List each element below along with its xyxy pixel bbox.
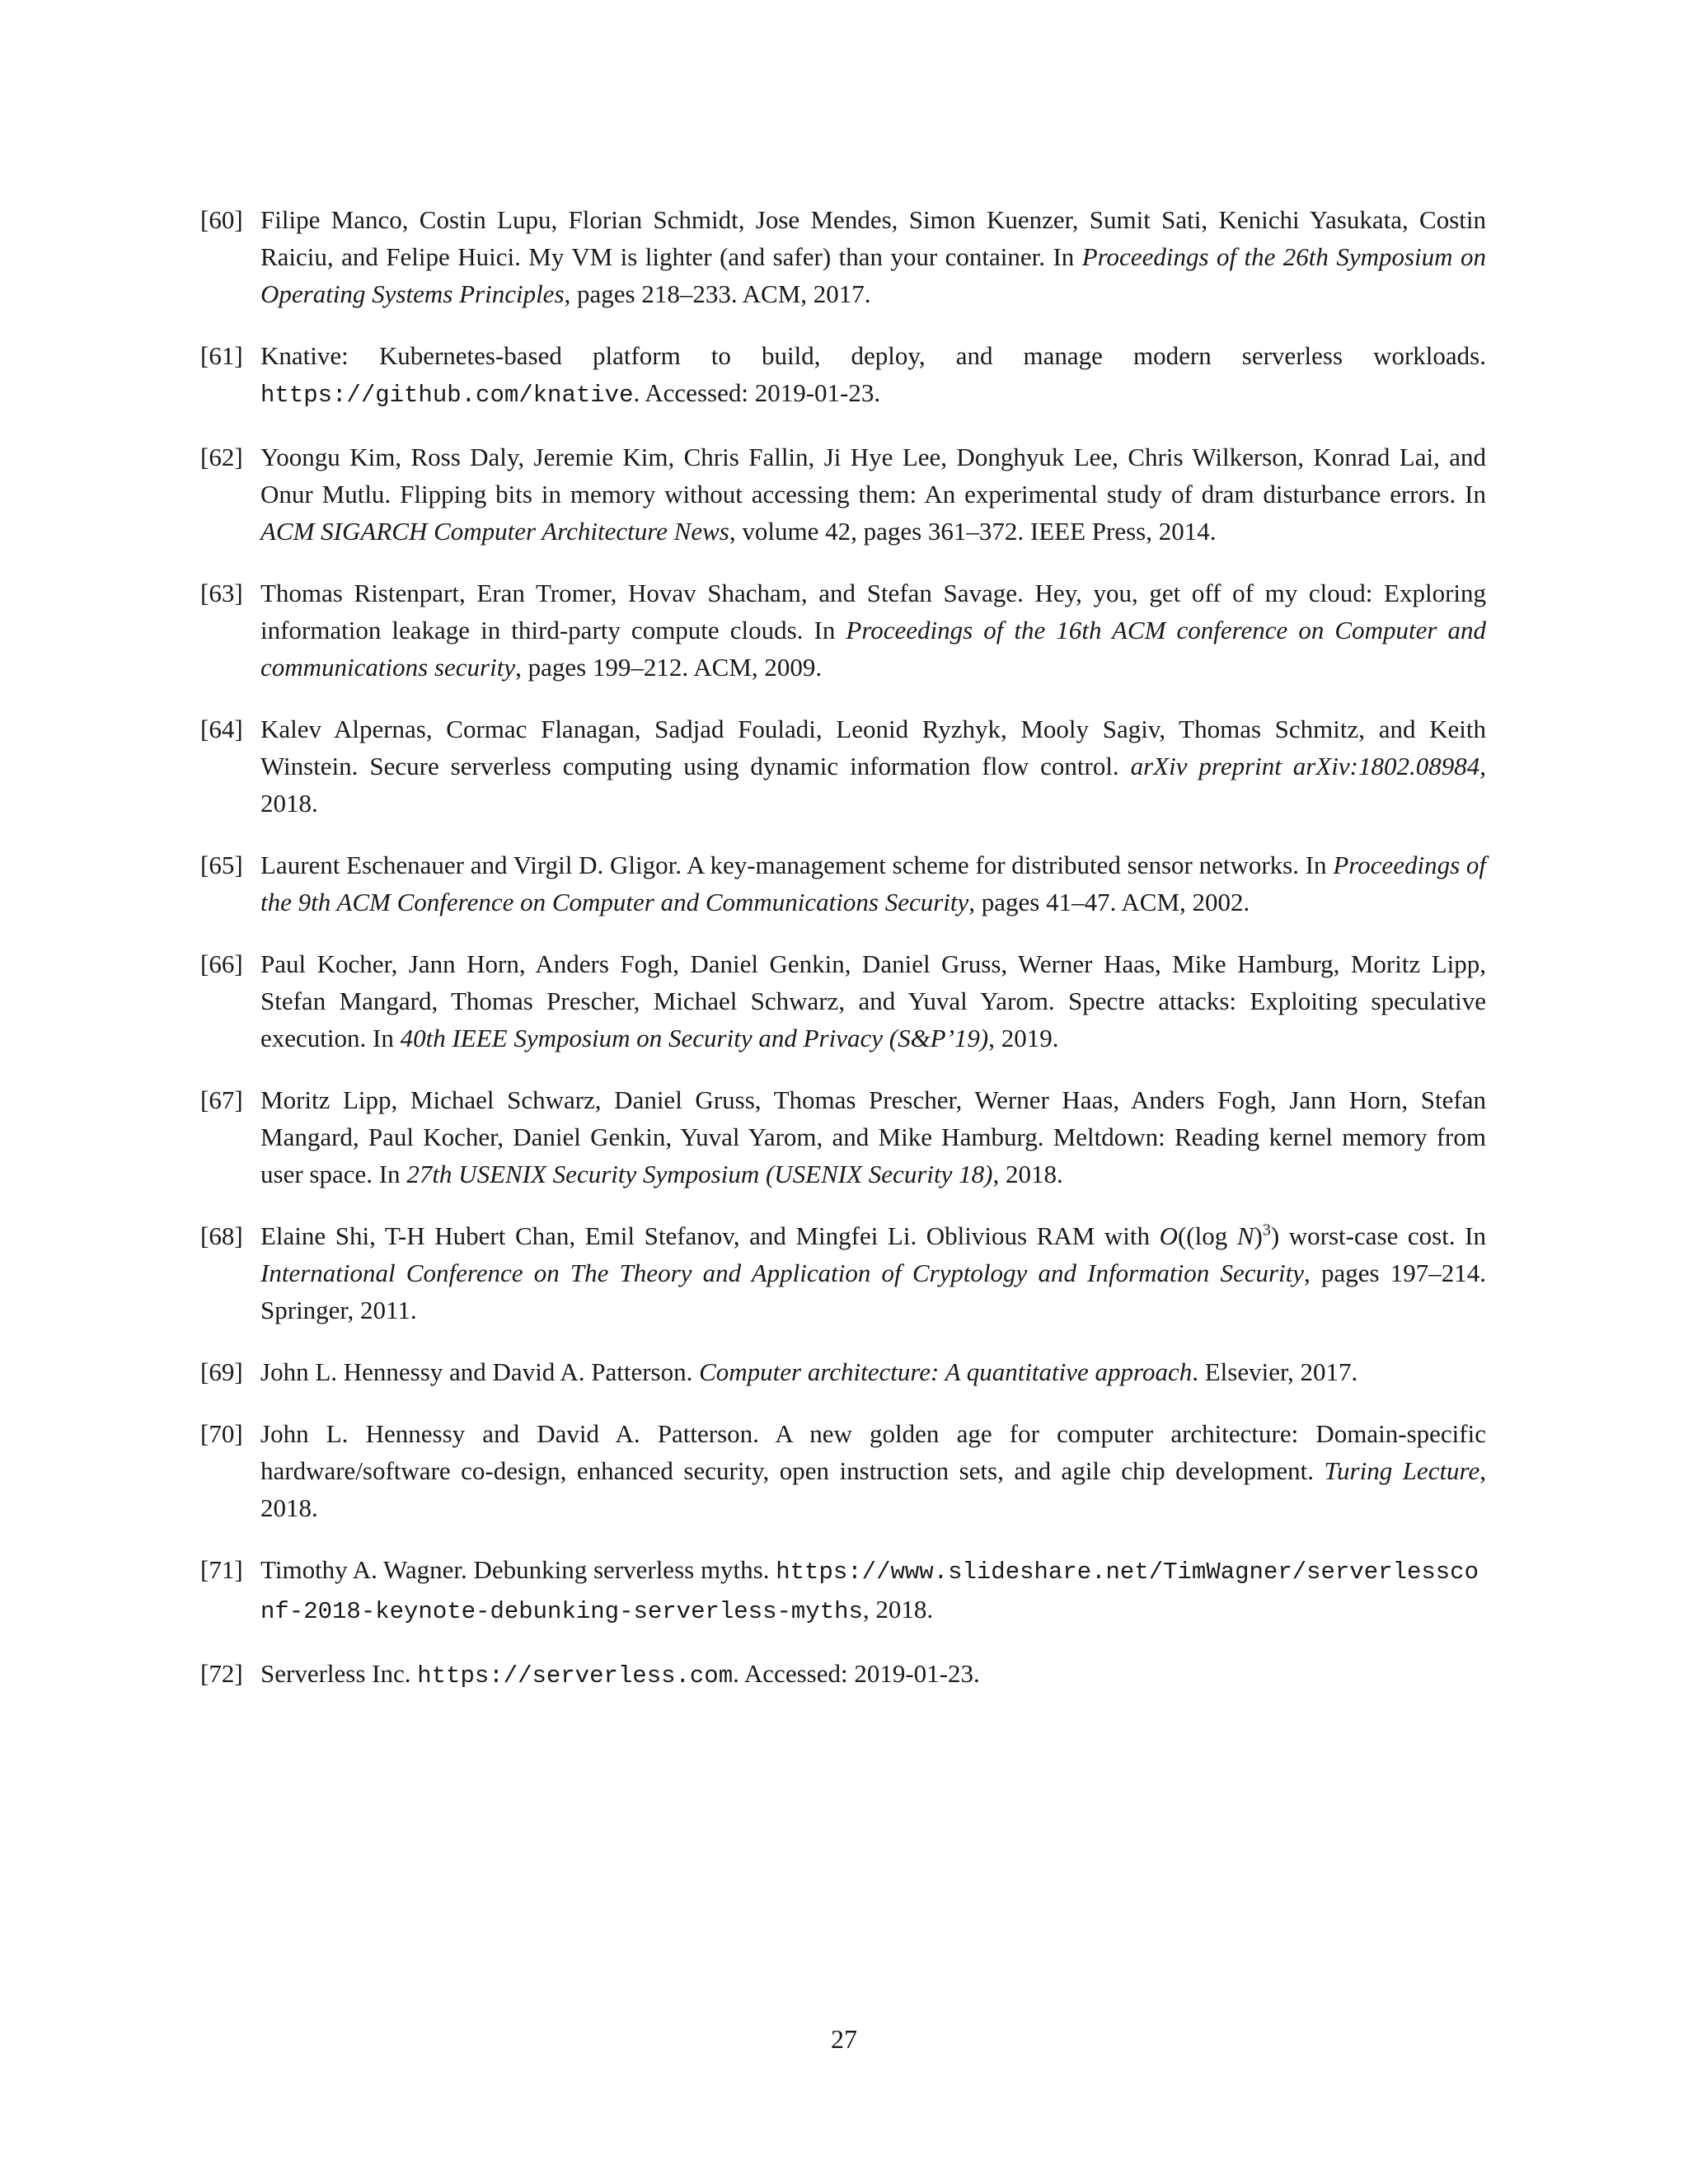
reference-url-link[interactable]: https://serverless.com xyxy=(417,1662,734,1690)
reference-details: , 2019. xyxy=(988,1024,1059,1052)
page-number: 27 xyxy=(831,2024,857,2054)
reference-text-continued: worst-case cost. In xyxy=(1279,1221,1487,1250)
reference-text: Knative: Kubernetes-based platform to build, deploy, and manage modern serverless workloads. xyxy=(260,341,1486,370)
reference-details: . Elsevier, 2017. xyxy=(1192,1357,1358,1386)
reference-text: Serverless Inc. xyxy=(260,1659,418,1688)
reference-text: Paul Kocher, Jann Horn, Anders Fogh, Daniel Genkin, Daniel Gruss, Werner Haas, Mike Hamburg, Moritz Lipp, Stefan Mangard, Thomas Prescher, Michael Schwarz, and Yuval Yarom. Spectre attacks: Exploiting speculative execution. In xyxy=(260,949,1486,1052)
reference-details: , volume 42, pages 361–372. IEEE Press, 2014. xyxy=(729,517,1217,546)
math-paren-end: ) xyxy=(1270,1221,1280,1250)
reference-66 xyxy=(200,945,1486,1057)
reference-venue: 40th IEEE Symposium on Security and Privacy (S&P’19) xyxy=(400,1024,989,1052)
reference-label: [66] xyxy=(200,949,243,978)
reference-text: Timothy A. Wagner. Debunking serverless myths. xyxy=(260,1555,776,1584)
reference-venue: ACM SIGARCH Computer Architecture News xyxy=(260,517,729,546)
reference-text: Yoongu Kim, Ross Daly, Jeremie Kim, Chris Fallin, Ji Hye Lee, Donghyuk Lee, Chris Wilkerson, Konrad Lai, and Onur Mutlu. Flipping bits in memory without accessing them: An experimental study of dram disturbance errors. In xyxy=(260,443,1486,509)
reference-label: [64] xyxy=(200,715,243,743)
math-variable-n: N xyxy=(1236,1221,1254,1250)
math-exponent: 3 xyxy=(1262,1221,1271,1240)
reference-text: Laurent Eschenauer and Virgil D. Gligor. A key-management scheme for distributed sensor networks. In xyxy=(260,851,1334,879)
reference-venue: Computer architecture: A quantitative approach xyxy=(699,1357,1193,1386)
reference-url-link[interactable]: https://www.slideshare.net/TimWagner/serverlessconf-2018-keynote-debunking-serverless-myths xyxy=(260,1558,1479,1625)
reference-details: , 2018. xyxy=(862,1595,934,1624)
reference-label: [61] xyxy=(200,341,243,370)
reference-venue: arXiv preprint arXiv:1802.08984 xyxy=(1130,752,1480,780)
reference-label: [60] xyxy=(200,205,243,234)
reference-details: , 2018. xyxy=(260,752,1486,818)
reference-67 xyxy=(200,1081,1486,1193)
reference-text: Kalev Alpernas, Cormac Flanagan, Sadjad Fouladi, Leonid Ryzhyk, Mooly Sagiv, Thomas Schmitz, and Keith Winstein. Secure serverless computing using dynamic information flow control. xyxy=(260,715,1486,780)
reference-68 xyxy=(200,1217,1486,1329)
reference-list xyxy=(200,201,1486,1719)
reference-label: [70] xyxy=(200,1419,243,1448)
reference-text: Thomas Ristenpart, Eran Tromer, Hovav Shacham, and Stefan Savage. Hey, you, get off of my cloud: Exploring information leakage in third-party compute clouds. In xyxy=(260,579,1486,644)
reference-text: John L. Hennessy and David A. Patterson. A new golden age for computer architecture: Domain-specific hardware/software co-design, enhanced security, open instruction sets, and agile chip development. xyxy=(260,1419,1486,1485)
reference-63 xyxy=(200,574,1486,686)
reference-71 xyxy=(200,1551,1486,1630)
reference-60 xyxy=(200,201,1486,312)
reference-61 xyxy=(200,337,1486,414)
reference-label: [63] xyxy=(200,579,243,607)
reference-venue: International Conference on The Theory and Application of Cryptology and Information Security xyxy=(260,1258,1305,1287)
math-log: ((log xyxy=(1177,1221,1237,1250)
reference-label: [65] xyxy=(200,851,243,879)
reference-details: . Accessed: 2019-01-23. xyxy=(733,1659,980,1688)
reference-details: , 2018. xyxy=(260,1456,1486,1522)
reference-url-link[interactable]: https://github.com/knative xyxy=(260,382,634,409)
reference-text: John L. Hennessy and David A. Patterson. xyxy=(260,1357,700,1386)
reference-69 xyxy=(200,1353,1486,1390)
reference-65 xyxy=(200,846,1486,921)
reference-label: [72] xyxy=(200,1659,243,1688)
reference-label: [62] xyxy=(200,443,243,471)
reference-details: . Accessed: 2019-01-23. xyxy=(633,378,881,407)
reference-text: Filipe Manco, Costin Lupu, Florian Schmidt, Jose Mendes, Simon Kuenzer, Sumit Sati, Kenichi Yasukata, Costin Raiciu, and Felipe Huici. My VM is lighter (and safer) than your container. In xyxy=(260,205,1486,271)
reference-venue: Turing Lecture xyxy=(1324,1456,1480,1485)
reference-details: , pages 218–233. ACM, 2017. xyxy=(564,279,871,308)
reference-64 xyxy=(200,710,1486,822)
reference-venue: Proceedings of the 9th ACM Conference on Computer and Communications Security xyxy=(260,851,1487,916)
math-variable-o: O xyxy=(1159,1221,1178,1250)
reference-details: , 2018. xyxy=(992,1160,1063,1188)
reference-venue: 27th USENIX Security Symposium (USENIX Security 18) xyxy=(406,1160,993,1188)
reference-details: , pages 41–47. ACM, 2002. xyxy=(968,888,1250,916)
reference-label: [71] xyxy=(200,1555,243,1584)
math-paren: ) xyxy=(1254,1221,1263,1250)
reference-70 xyxy=(200,1415,1486,1526)
reference-venue: Proceedings of the 26th Symposium on Operating Systems Principles xyxy=(260,242,1486,308)
reference-62 xyxy=(200,438,1486,550)
reference-details: , pages 197–214. Springer, 2011. xyxy=(260,1258,1486,1324)
reference-details: , pages 199–212. ACM, 2009. xyxy=(515,653,823,682)
reference-label: [67] xyxy=(200,1085,243,1114)
reference-venue: Proceedings of the 16th ACM conference on Computer and communications security xyxy=(260,616,1486,682)
reference-label: [68] xyxy=(200,1221,243,1250)
reference-label: [69] xyxy=(200,1357,243,1386)
reference-text: Moritz Lipp, Michael Schwarz, Daniel Gruss, Thomas Prescher, Werner Haas, Anders Fogh, Jann Horn, Stefan Mangard, Paul Kocher, Daniel Genkin, Yuval Yarom, and Mike Hamburg. Meltdown: Reading kernel memory from user space. In xyxy=(260,1085,1486,1188)
reference-text: Elaine Shi, T-H Hubert Chan, Emil Stefanov, and Mingfei Li. Oblivious RAM with xyxy=(260,1221,1160,1250)
reference-72 xyxy=(200,1655,1486,1694)
